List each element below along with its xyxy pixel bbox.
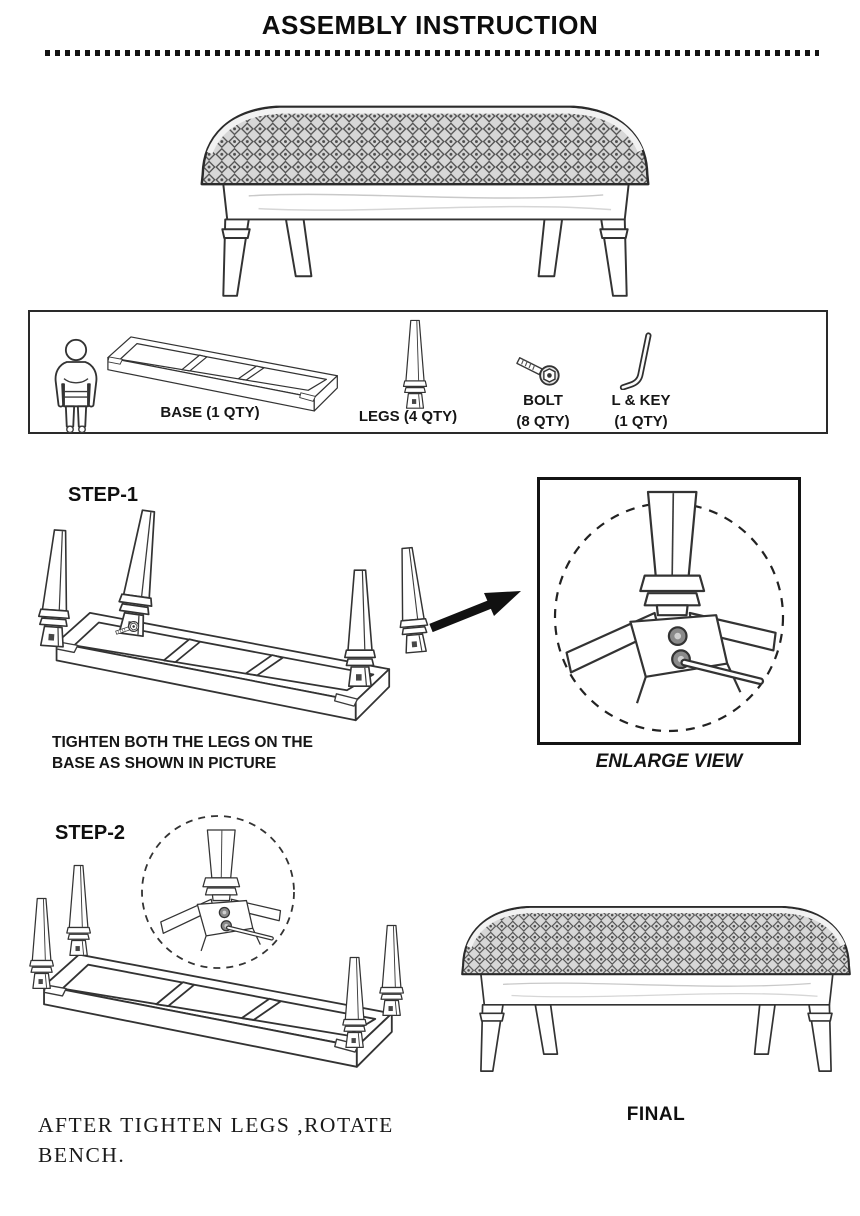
leg-illustration (393, 318, 437, 410)
step1-label: STEP-1 (68, 484, 139, 506)
part-label-bolt: BOLT (523, 392, 563, 409)
footer-note: AFTER TIGHTEN LEGS ,ROTATE BENCH. (38, 1113, 394, 1168)
part-label-lkey: L & KEY (611, 392, 671, 409)
base-illustration (98, 326, 346, 414)
bolt-icon (516, 346, 568, 390)
part-label-base: BASE (1 QTY) (160, 404, 260, 421)
step1-illustration (18, 505, 433, 733)
bench-overview-illustration (190, 84, 660, 300)
part-qty-bolt: (8 QTY) (516, 413, 570, 430)
step1-caption: TIGHTEN BOTH THE LEGS ON THE BASE AS SHOWN IN PICTURE (52, 734, 313, 772)
person-icon (46, 338, 106, 434)
allen-key-icon (616, 332, 658, 390)
step2-label: STEP-2 (55, 822, 126, 844)
title-divider (45, 50, 819, 56)
parts-box (28, 310, 828, 434)
enlarge-view-box (537, 477, 801, 745)
final-bench-illustration (452, 886, 860, 1076)
part-label-legs: LEGS (4 QTY) (358, 408, 458, 425)
page-title: ASSEMBLY INSTRUCTION (261, 10, 599, 40)
part-qty-lkey: (1 QTY) (614, 413, 668, 430)
enlarge-view-label: ENLARGE VIEW (595, 751, 743, 772)
enlarge-view-illustration (540, 480, 798, 742)
arrow-right-icon (425, 580, 525, 638)
step2-illustration (18, 810, 460, 1100)
final-label: FINAL (626, 1104, 686, 1125)
